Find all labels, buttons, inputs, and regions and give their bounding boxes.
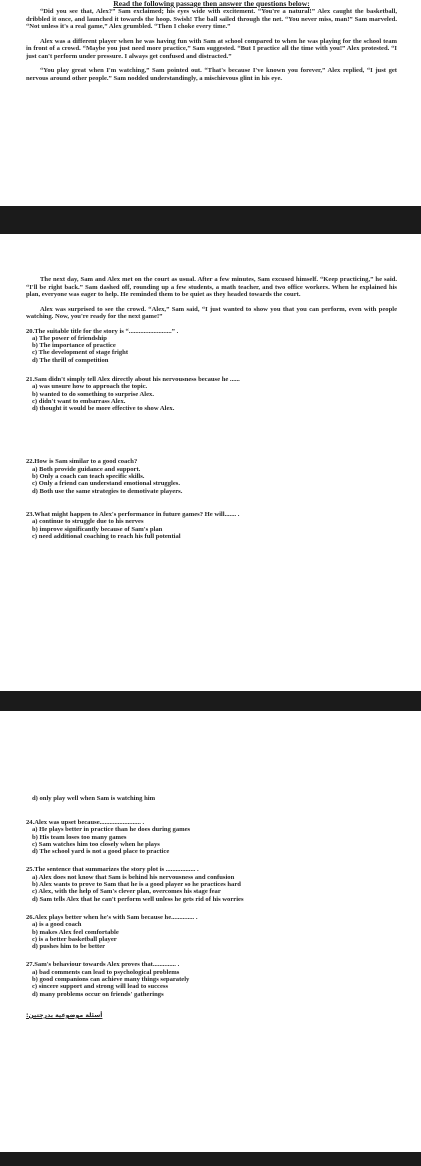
- option-a: a) is a good coach: [32, 921, 82, 929]
- option-d: d) pushes him to be better: [32, 943, 106, 951]
- option-c: c) The development of stage fright: [32, 349, 129, 357]
- question-stem: 25.The sentence that summarizes the story plot is .................. .: [26, 866, 199, 874]
- option-a: a) He plays better in practice than he does during games: [32, 826, 191, 834]
- question-26: [26, 914, 397, 950]
- question-stem: 26.Alex plays better when he's with Sam because he.............. .: [26, 913, 198, 921]
- option-b: b) Alex wants to prove to Sam that he is a good player so he practices hard: [32, 881, 241, 889]
- section-footer-arabic: أسئلة موضوعية بدرجتين:: [26, 1011, 103, 1019]
- option-b: b) His team loses too many games: [32, 833, 127, 841]
- passage-paragraph: “You play great when I'm watching,” Sam pointed out. “That's because I've known you forever,” Alex replied, “I just get nervous around other people.” Sam nodded understandingly, a mischievous glint in his eye.: [26, 67, 397, 82]
- question-27: [26, 961, 397, 997]
- passage-paragraph: “Did you see that, Alex?” Sam exclaimed; his eyes wide with excitement. “You're a natural!” Alex caught the basketball, dribbled it once, and launched it towards the hoop. Swish! The ball sailed through the net. “You never miss, man!” Sam marveled. “Not unless it's a real game,” Alex grumbled. “Then I choke every time.”: [26, 8, 397, 30]
- option-c: c) didn't want to embarrass Alex.: [32, 397, 126, 405]
- option-c: c) Alex, with the help of Sam's clever plan, overcomes his stage fear: [32, 888, 221, 896]
- page-1: [0, 0, 421, 206]
- question-20: [26, 328, 397, 364]
- option-b: b) wanted to do something to surprise Alex.: [32, 390, 154, 398]
- option-d: d) Both use the same strategies to demotivate players.: [32, 487, 183, 495]
- option-a: a) The power of friendship: [32, 334, 107, 342]
- option-a: a) bad comments can lead to psychological problems: [32, 968, 180, 976]
- option-a: a) was unsure how to approach the topic.: [32, 383, 148, 391]
- option-d: d) thought it would be more effective to show Alex.: [32, 405, 175, 413]
- option-d: d) Sam tells Alex that he can't perform well unless he gets rid of his worries: [32, 895, 244, 903]
- option-a: a) Both provide guidance and support.: [32, 465, 141, 473]
- option-d: d) The thrill of competition: [32, 356, 109, 364]
- option-b: b) makes Alex feel comfortable: [32, 928, 119, 936]
- option-b: b) good companions can achieve many things separately: [32, 976, 190, 984]
- question-23: [26, 511, 397, 540]
- option-c: c) is a better basketball player: [32, 935, 117, 943]
- page-3: [0, 711, 421, 1152]
- passage-paragraph: Alex was a different player when he was having fun with Sam at school compared to when he was playing for the school team in front of a crowd. “Maybe you just need more practice,” Sam suggested. “But I practice all the time with you!” Alex protested. “I just can't perform under pressure. I always get confused and distracted.”: [26, 37, 397, 60]
- question-stem: 27.Sam's behaviour towards Alex proves that.............. .: [26, 961, 180, 969]
- question-stem: 24.Alex was upset because......................... .: [26, 819, 145, 826]
- page-2: [0, 234, 421, 691]
- option-c: c) need additional coaching to reach his full potential: [32, 532, 181, 540]
- question-22: [26, 458, 397, 494]
- option-d: d) only play well when Sam is watching him: [32, 795, 156, 802]
- option-d: d) The school yard is not a good place to practice: [32, 848, 170, 856]
- passage-paragraph: Alex was surprised to see the crowd. “Alex,” Sam said, “I just wanted to show you that you can perform, even with people watching. Now, you're ready for the next game!”: [26, 305, 397, 320]
- question-stem: 21.Sam didn't simply tell Alex directly about his nervousness because he ......: [26, 375, 240, 383]
- option-b: b) The importance of practice: [32, 342, 116, 350]
- passage-paragraph: The next day, Sam and Alex met on the court as usual. After a few minutes, Sam excused himself. “Keep practicing,” he said. “I'll be right back.” Sam dashed off, rounding up a few students, a math teacher, and two office workers. When he explained his plan, everyone was eager to help. He reminded them to be quiet as they headed towards the court.: [26, 276, 397, 298]
- option-d: d) many problems occur on friends' gatherings: [32, 990, 164, 998]
- question-stem: 22.How is Sam similar to a good coach?: [26, 458, 138, 466]
- question-21: [26, 376, 397, 412]
- question-stem: 23.What might happen to Alex's performance in future games? He will....... .: [26, 510, 240, 518]
- option-c: c) sincere support and strong will lead to success: [32, 983, 169, 991]
- option-c: c) Only a friend can understand emotional struggles.: [32, 480, 180, 488]
- passage-heading: Read the following passage then answer the questions below:: [113, 0, 310, 8]
- option-c: c) Sam watches him too closely when he plays: [32, 840, 160, 848]
- option-a: a) Alex does not know that Sam is behind his nervousness and confusion: [32, 873, 235, 881]
- question-25: [26, 866, 397, 902]
- question-24: [26, 819, 397, 855]
- option-a: a) continue to struggle due to his nerves: [32, 518, 144, 526]
- question-stem: 20.The suitable title for the story is “..........................” .: [26, 327, 179, 335]
- option-b: b) Only a coach can teach specific skills.: [32, 473, 145, 481]
- option-b: b) improve significantly because of Sam's plan: [32, 525, 163, 533]
